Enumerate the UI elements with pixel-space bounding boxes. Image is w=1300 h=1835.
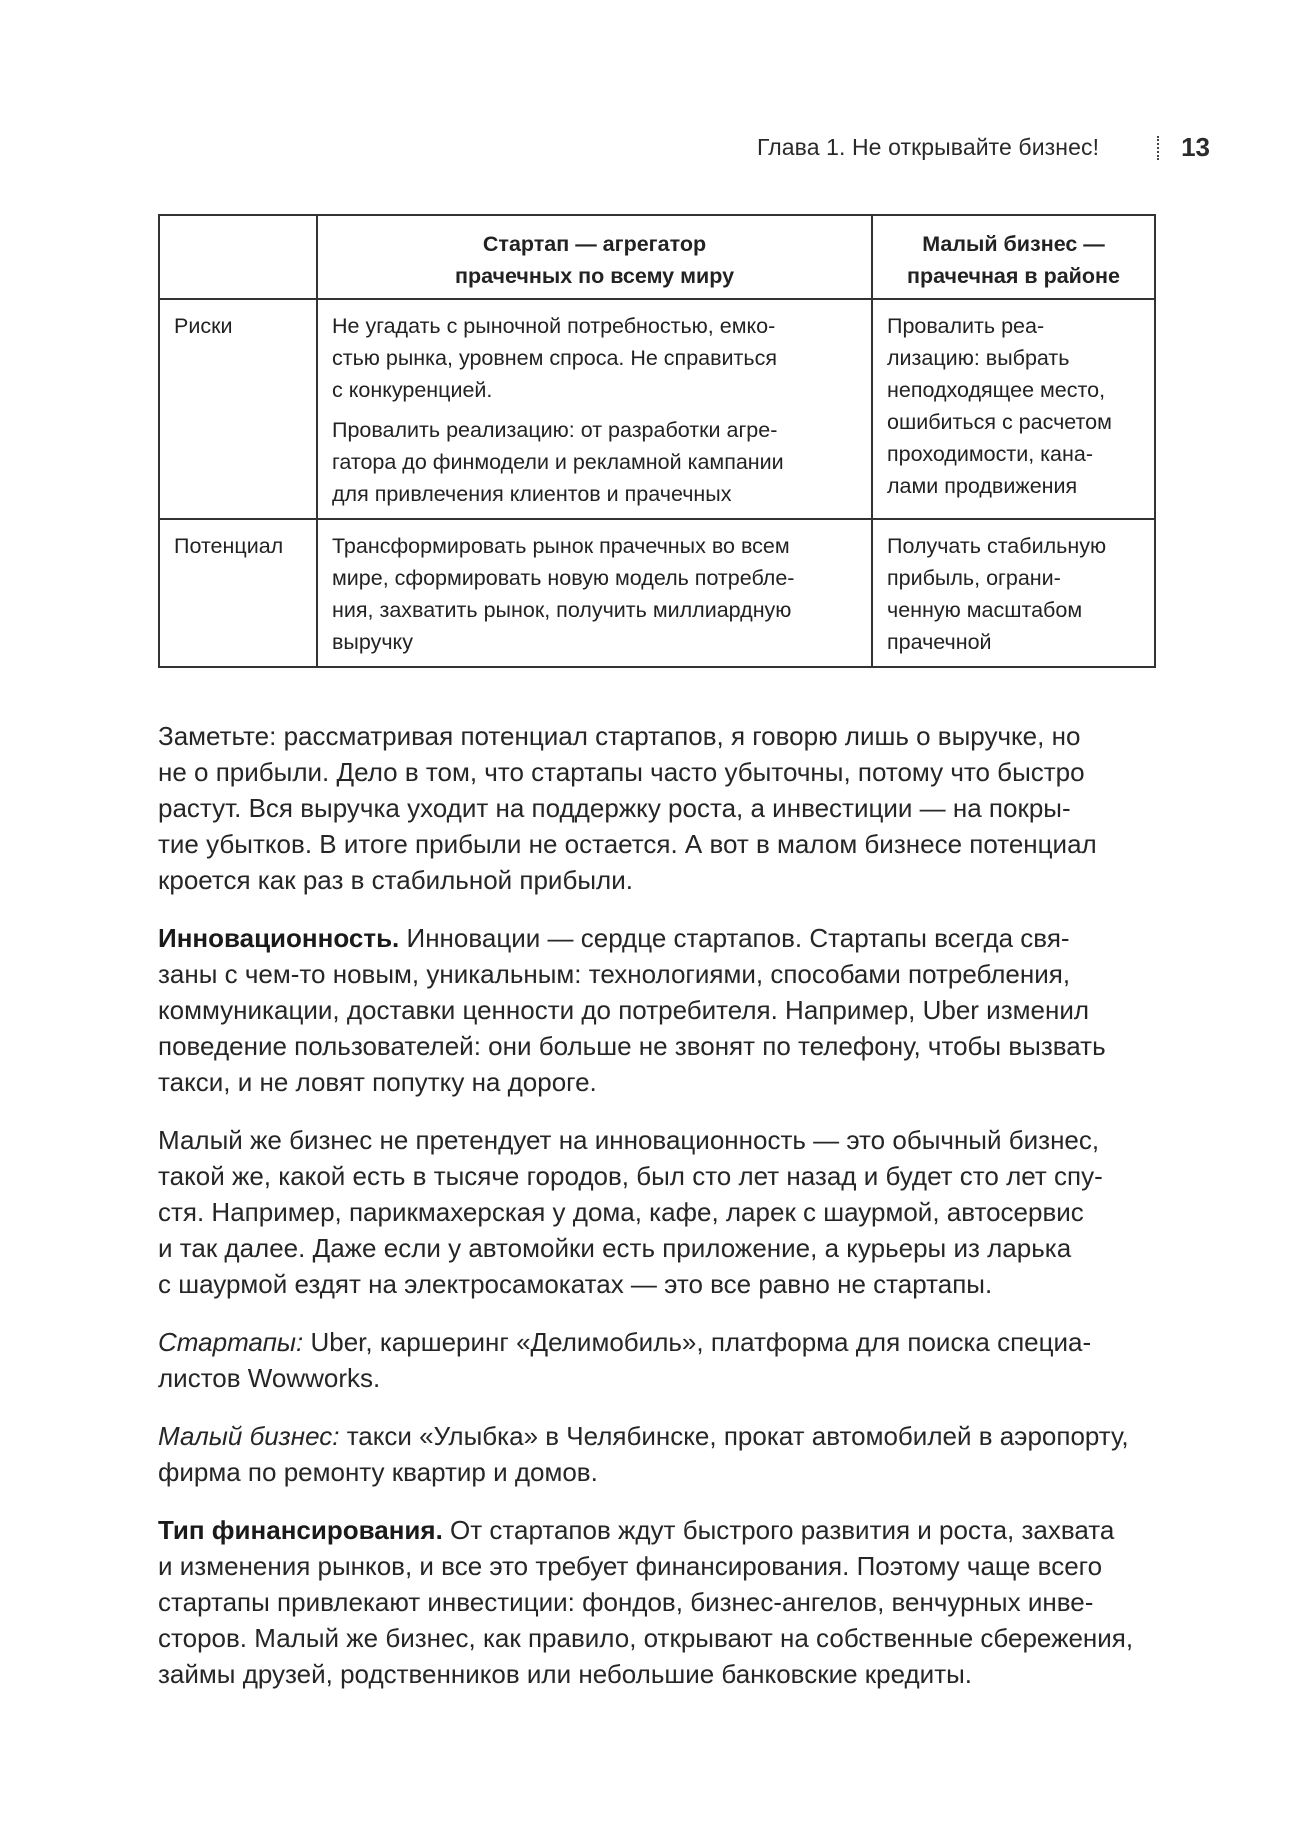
header-cell-small-business bbox=[872, 215, 1155, 299]
cell-line: ния, захватить рынок, получить миллиардную bbox=[332, 598, 792, 622]
cell-potential-startup bbox=[317, 519, 872, 667]
header-startup-line: Стартап — агрегатор bbox=[482, 232, 707, 256]
label-startups: Стартапы: bbox=[158, 1327, 304, 1357]
text-line: займы друзей, родственников или небольшие банковские кредиты. bbox=[158, 1659, 973, 1689]
text-line: такси, и не ловят попутку на дороге. bbox=[158, 1067, 597, 1097]
text-line: коммуникации, доставки ценности до потребителя. Например, Uber изменил bbox=[158, 995, 1090, 1025]
cell-line: прибыль, ограни- bbox=[887, 566, 1061, 590]
text-line: с шаурмой ездят на электросамокатах — это все равно не стартапы. bbox=[158, 1269, 993, 1299]
text-line: Малый же бизнес не претендует на инновационность — это обычный бизнес, bbox=[158, 1125, 1100, 1155]
cell-line: для привлечения клиентов и прачечных bbox=[332, 482, 732, 506]
cell-line: Провалить реализацию: от разработки агре- bbox=[332, 418, 778, 442]
text-fragment: Инновации — сердце стартапов. Стартапы всегда свя- bbox=[399, 923, 1070, 953]
text-line: и так далее. Даже если у автомойки есть приложение, а курьеры из ларька bbox=[158, 1233, 1072, 1263]
paragraph-small-business-innovation bbox=[158, 1122, 1154, 1302]
cell-line: стью рынка, уровнем спроса. Не справиться bbox=[332, 346, 777, 370]
term-innovation: Инновационность. bbox=[158, 923, 400, 953]
cell-line: лами продвижения bbox=[887, 474, 1078, 498]
cell-line: проходимости, кана- bbox=[887, 442, 1093, 466]
cell-paragraph bbox=[332, 414, 857, 510]
cell-line: неподходящее место, bbox=[887, 378, 1106, 402]
text-line bbox=[158, 920, 1154, 956]
cell-risks-startup bbox=[317, 299, 872, 519]
cell-paragraph bbox=[332, 530, 857, 658]
text-line: листов Wowworks. bbox=[158, 1363, 381, 1393]
text-line: фирма по ремонту квартир и домов. bbox=[158, 1457, 598, 1487]
cell-paragraph bbox=[887, 310, 1140, 502]
header-small-line: прачечная в районе bbox=[907, 264, 1120, 288]
cell-paragraph bbox=[887, 530, 1140, 658]
cell-line: ошибиться с расчетом bbox=[887, 410, 1112, 434]
cell-line: Не угадать с рыночной потребностью, емко- bbox=[332, 314, 776, 338]
text-line: заны с чем-то новым, уникальным: технологиями, способами потребления, bbox=[158, 959, 1071, 989]
header-cell-startup bbox=[317, 215, 872, 299]
cell-line: лизацию: выбрать bbox=[887, 346, 1070, 370]
cell-line: с конкуренцией. bbox=[332, 378, 493, 402]
paragraph-revenue-note bbox=[158, 718, 1154, 898]
chapter-title: Глава 1. Не открывайте бизнес! bbox=[756, 134, 1100, 160]
text-line: стартапы привлекают инвестиции: фондов, бизнес-ангелов, венчурных инве- bbox=[158, 1587, 1094, 1617]
table-header-row bbox=[159, 215, 1155, 299]
text-fragment: Uber, каршеринг «Делимобиль», платформа для поиска специа- bbox=[303, 1327, 1092, 1357]
cell-line: Провалить реа- bbox=[887, 314, 1045, 338]
body-text bbox=[158, 718, 1154, 1714]
header-separator bbox=[1157, 136, 1159, 160]
paragraph-startup-examples bbox=[158, 1324, 1154, 1396]
text-line bbox=[158, 1418, 1154, 1454]
table-row-risks bbox=[159, 299, 1155, 519]
paragraph-small-business-examples bbox=[158, 1418, 1154, 1490]
cell-line: выручку bbox=[332, 630, 413, 654]
paragraph-innovation bbox=[158, 920, 1154, 1100]
header-small-line: Малый бизнес — bbox=[922, 232, 1105, 256]
cell-paragraph bbox=[332, 310, 857, 406]
text-line: тие убытков. В итоге прибыли не остается. А вот в малом бизнесе потенциал bbox=[158, 829, 1097, 859]
header-cell-empty bbox=[159, 215, 317, 299]
text-line: такой же, какой есть в тысяче городов, был сто лет назад и будет сто лет спу- bbox=[158, 1161, 1103, 1191]
paragraph-financing bbox=[158, 1512, 1154, 1692]
header-startup-line: прачечных по всему миру bbox=[454, 264, 735, 288]
text-line: сторов. Малый же бизнес, как правило, открывают на собственные сбережения, bbox=[158, 1623, 1134, 1653]
term-financing: Тип финансирования. bbox=[158, 1515, 443, 1545]
text-fragment: такси «Улыбка» в Челябинске, прокат автомобилей в аэропорту, bbox=[339, 1421, 1129, 1451]
text-fragment: От стартапов ждут быстрого развития и роста, захвата bbox=[442, 1515, 1115, 1545]
page-number: 13 bbox=[1181, 132, 1210, 162]
cell-line: гатора до финмодели и рекламной кампании bbox=[332, 450, 784, 474]
cell-line: прачечной bbox=[887, 630, 992, 654]
text-line bbox=[158, 1512, 1154, 1548]
row-label-risks: Риски bbox=[159, 299, 317, 519]
table-row-potential bbox=[159, 519, 1155, 667]
comparison-table bbox=[158, 214, 1156, 668]
text-line: и изменения рынков, и все это требует финансирования. Поэтому чаще всего bbox=[158, 1551, 1103, 1581]
text-line: Заметьте: рассматривая потенциал стартапов, я говорю лишь о выручке, но bbox=[158, 721, 1081, 751]
text-line: стя. Например, парикмахерская у дома, кафе, ларек с шаурмой, автосервис bbox=[158, 1197, 1084, 1227]
label-small-business: Малый бизнес: bbox=[158, 1421, 340, 1451]
cell-line: Получать стабильную bbox=[887, 534, 1107, 558]
text-line: поведение пользователей: они больше не звонят по телефону, чтобы вызвать bbox=[158, 1031, 1106, 1061]
cell-line: Трансформировать рынок прачечных во всем bbox=[332, 534, 790, 558]
cell-potential-small-business bbox=[872, 519, 1155, 667]
text-line bbox=[158, 1324, 1154, 1360]
text-line: не о прибыли. Дело в том, что стартапы часто убыточны, потому что быстро bbox=[158, 757, 1085, 787]
running-header bbox=[757, 132, 1210, 163]
cell-line: ченную масштабом bbox=[887, 598, 1083, 622]
cell-line: мире, сформировать новую модель потребле- bbox=[332, 566, 795, 590]
text-line: растут. Вся выручка уходит на поддержку роста, а инвестиции — на покры- bbox=[158, 793, 1071, 823]
row-label-potential: Потенциал bbox=[159, 519, 317, 667]
cell-risks-small-business bbox=[872, 299, 1155, 519]
text-line: кроется как раз в стабильной прибыли. bbox=[158, 865, 633, 895]
